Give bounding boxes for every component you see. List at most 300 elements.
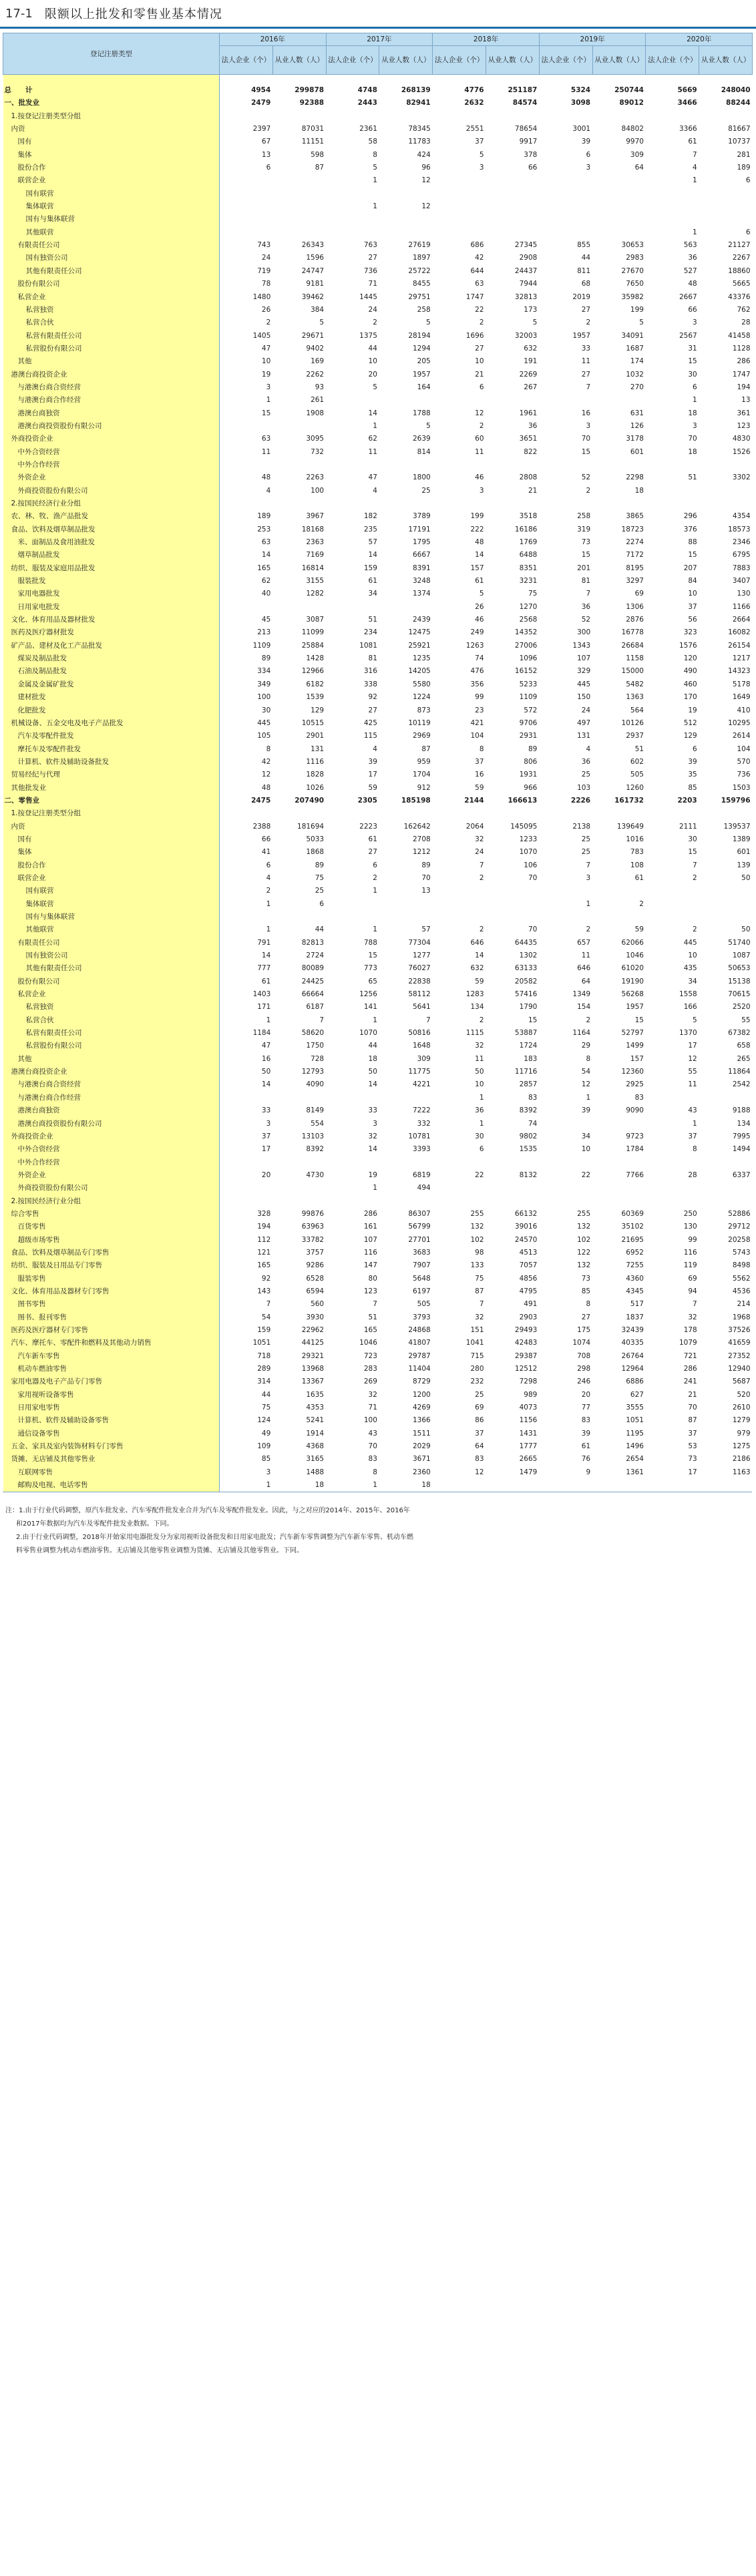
cell-employees: 39462 [272,291,326,304]
cell-employees: 29321 [272,1350,326,1363]
cell-enterprises: 17 [646,1040,699,1052]
row-label: 图书零售 [3,1298,220,1311]
cell-employees: 7 [379,1014,433,1027]
cell-employees [592,1479,646,1492]
cell-enterprises: 232 [433,1375,486,1388]
cell-enterprises: 4 [220,485,273,497]
cell-employees [699,807,753,820]
cell-employees: 24747 [272,265,326,278]
cell-employees: 1747 [699,369,753,381]
spacer-cell [220,75,753,85]
row-label: 内资 [3,821,220,833]
cell-enterprises: 1074 [539,1337,592,1349]
cell-enterprises: 46 [433,471,486,484]
row-label: 集体 [3,149,220,162]
cell-enterprises: 14 [326,1143,379,1156]
cell-employees [272,1182,326,1195]
cell-enterprises: 3 [539,162,592,174]
cell-employees: 26343 [272,239,326,252]
cell-enterprises: 1 [220,394,273,407]
cell-enterprises: 201 [539,562,592,575]
cell-employees: 51 [592,743,646,756]
cell-employees: 1016 [592,833,646,846]
cell-enterprises: 37 [433,756,486,769]
header-employees: 从业人数（人） [592,46,646,75]
cell-employees: 169 [272,355,326,368]
cell-employees: 959 [379,756,433,769]
cell-employees: 173 [486,304,540,316]
row-label: 港澳台商投资企业 [3,1066,220,1078]
row-label: 邮购及电视、电话零售 [3,1479,220,1492]
cell-enterprises: 3098 [539,97,592,110]
cell-employees: 1158 [592,652,646,665]
row-label: 中外合作经营 [3,459,220,471]
cell-enterprises [539,110,592,123]
cell-enterprises: 17 [326,769,379,781]
table-row [3,1453,753,1466]
table-row [3,265,753,278]
cell-enterprises [539,497,592,510]
cell-enterprises: 12 [433,407,486,420]
cell-employees: 5482 [592,678,646,691]
cell-enterprises: 16 [220,1053,273,1066]
cell-employees: 57 [379,923,433,936]
row-label: 医药及医疗器材批发 [3,626,220,639]
cell-enterprises [646,497,699,510]
cell-employees: 2542 [699,1078,753,1091]
row-label: 服装零售 [3,1273,220,1285]
cell-employees: 598 [272,149,326,162]
cell-employees: 104 [699,743,753,756]
cell-enterprises: 3 [646,316,699,329]
cell-employees: 2263 [272,471,326,484]
cell-employees: 80089 [272,962,326,975]
row-label: 计算机、软件及辅助设备批发 [3,756,220,769]
cell-employees: 1366 [379,1414,433,1427]
cell-employees: 4730 [272,1169,326,1182]
cell-employees: 9402 [272,343,326,355]
cell-employees: 1306 [592,601,646,614]
cell-enterprises: 71 [326,278,379,290]
table-row [3,304,753,316]
row-label: 其他联营 [3,226,220,239]
cell-employees: 15 [592,1014,646,1027]
cell-employees: 3683 [379,1247,433,1259]
cell-employees: 9286 [272,1259,326,1272]
cell-enterprises: 85 [646,782,699,795]
cell-employees: 4513 [486,1247,540,1259]
header-year: 2018年 [433,33,540,46]
cell-employees: 1270 [486,601,540,614]
cell-enterprises: 89 [220,652,273,665]
row-label: 中外合资经营 [3,446,220,459]
cell-enterprises [326,497,379,510]
cell-employees: 5562 [699,1273,753,1285]
cell-employees: 1957 [379,369,433,381]
cell-employees: 1128 [699,343,753,355]
cell-enterprises: 35 [646,769,699,781]
cell-enterprises: 56 [646,614,699,626]
cell-employees: 505 [592,769,646,781]
cell-enterprises: 54 [220,1311,273,1324]
cell-employees: 78345 [379,123,433,136]
cell-employees: 2908 [486,252,540,264]
cell-enterprises: 11 [646,1078,699,1091]
cell-employees: 1096 [486,652,540,665]
cell-employees: 16152 [486,665,540,678]
cell-enterprises: 94 [646,1285,699,1298]
cell-enterprises: 71 [326,1402,379,1414]
cell-enterprises: 718 [220,1350,273,1363]
cell-enterprises: 25 [539,769,592,781]
cell-employees: 2262 [272,369,326,381]
cell-employees: 4269 [379,1402,433,1414]
table-row [3,123,753,136]
cell-enterprises: 657 [539,937,592,949]
cell-enterprises: 3466 [646,97,699,110]
cell-employees: 25722 [379,265,433,278]
cell-employees: 50 [699,872,753,885]
cell-enterprises: 4 [326,485,379,497]
cell-enterprises: 2064 [433,821,486,833]
cell-employees: 5 [379,316,433,329]
table-row [3,1040,753,1052]
cell-enterprises: 83 [433,1453,486,1466]
table-row [3,795,753,807]
cell-employees: 16186 [486,523,540,536]
cell-enterprises: 2388 [220,821,273,833]
cell-enterprises: 17 [646,1466,699,1479]
cell-enterprises: 3 [539,872,592,885]
cell-enterprises: 48 [220,782,273,795]
cell-employees: 24570 [486,1234,540,1247]
cell-enterprises: 34 [539,1130,592,1143]
row-label: 外商投资股份有限公司 [3,485,220,497]
cell-employees: 410 [699,704,753,717]
table-row [3,446,753,459]
cell-enterprises: 75 [433,1273,486,1285]
cell-employees: 15 [486,1014,540,1027]
cell-employees: 70 [379,872,433,885]
cell-enterprises: 43 [646,1104,699,1117]
row-label: 食品、饮料及烟草制品批发 [3,523,220,536]
table-row [3,1273,753,1285]
cell-enterprises: 132 [539,1259,592,1272]
row-label: 农、林、牧、渔产品批发 [3,510,220,523]
cell-employees [592,394,646,407]
cell-employees: 13367 [272,1375,326,1388]
cell-employees: 1294 [379,343,433,355]
cell-employees: 100 [272,485,326,497]
cell-employees: 66132 [486,1208,540,1221]
cell-enterprises: 85 [220,1453,273,1466]
cell-employees: 161732 [592,795,646,807]
cell-enterprises: 150 [539,691,592,704]
cell-enterprises [433,1156,486,1169]
cell-enterprises: 98 [433,1247,486,1259]
cell-enterprises: 632 [433,962,486,975]
row-label: 港澳台商投资企业 [3,369,220,381]
header-enterprises: 法人企业（个） [433,46,486,75]
cell-employees: 658 [699,1040,753,1052]
cell-enterprises: 1 [539,1092,592,1104]
cell-employees: 60369 [592,1208,646,1221]
cell-enterprises: 15 [646,549,699,562]
cell-employees: 1233 [486,833,540,846]
cell-enterprises: 512 [646,717,699,730]
cell-enterprises: 2 [326,316,379,329]
cell-employees: 8351 [486,562,540,575]
cell-enterprises [646,459,699,471]
cell-enterprises [539,1118,592,1130]
cell-enterprises: 8 [326,1466,379,1479]
table-row [3,1156,753,1169]
cell-employees: 2298 [592,471,646,484]
cell-enterprises: 74 [433,652,486,665]
cell-employees: 82941 [379,97,433,110]
cell-employees: 183 [486,1053,540,1066]
row-label: 摩托车及零配件批发 [3,743,220,756]
cell-enterprises: 36 [433,1104,486,1117]
cell-enterprises: 328 [220,1208,273,1221]
table-row [3,614,753,626]
cell-enterprises: 47 [220,343,273,355]
cell-enterprises: 1109 [220,640,273,652]
cell-enterprises: 122 [539,1247,592,1259]
cell-employees [592,459,646,471]
cell-employees: 87 [272,162,326,174]
cell-enterprises: 36 [539,756,592,769]
cell-enterprises: 8 [433,743,486,756]
cell-enterprises: 147 [326,1259,379,1272]
cell-enterprises: 24 [433,846,486,859]
cell-employees [379,601,433,614]
cell-employees: 74 [486,1118,540,1130]
cell-employees: 2 [592,898,646,911]
cell-enterprises: 70 [326,1440,379,1453]
cell-enterprises: 3 [220,1466,273,1479]
cell-enterprises: 3 [326,1118,379,1130]
cell-enterprises: 49 [220,1428,273,1440]
cell-employees: 494 [379,1182,433,1195]
cell-employees: 3095 [272,433,326,445]
cell-enterprises [433,885,486,897]
cell-enterprises: 11 [326,446,379,459]
cell-enterprises: 3 [646,420,699,433]
row-label: 化肥批发 [3,704,220,717]
cell-enterprises: 61 [220,976,273,988]
table-row [3,807,753,820]
cell-employees: 9723 [592,1130,646,1143]
cell-enterprises: 3 [433,485,486,497]
cell-enterprises: 48 [433,536,486,549]
row-label: 股份有限公司 [3,976,220,988]
cell-enterprises: 723 [326,1350,379,1363]
cell-employees [486,394,540,407]
cell-employees: 1428 [272,652,326,665]
cell-employees: 12964 [592,1363,646,1375]
cell-employees [272,1156,326,1169]
cell-enterprises: 170 [646,691,699,704]
cell-employees: 32813 [486,291,540,304]
table-row [3,1363,753,1375]
cell-employees: 979 [699,1428,753,1440]
cell-enterprises: 791 [220,937,273,949]
cell-enterprises: 1263 [433,640,486,652]
cell-enterprises: 7 [220,1298,273,1311]
cell-employees [272,459,326,471]
cell-employees [592,1156,646,1169]
table-row [3,769,753,781]
cell-employees: 27670 [592,265,646,278]
cell-enterprises: 59 [433,976,486,988]
cell-employees [699,110,753,123]
cell-enterprises: 48 [220,471,273,484]
cell-enterprises: 61 [326,833,379,846]
cell-employees: 10737 [699,136,753,148]
cell-employees: 2520 [699,1001,753,1014]
cell-enterprises: 646 [433,937,486,949]
cell-employees: 12475 [379,626,433,639]
cell-employees: 1769 [486,536,540,549]
cell-enterprises: 10 [646,949,699,962]
cell-enterprises: 104 [433,730,486,742]
cell-enterprises [433,497,486,510]
cell-employees [592,497,646,510]
cell-enterprises: 2397 [220,123,273,136]
cell-enterprises: 41 [220,846,273,859]
cell-employees: 162642 [379,821,433,833]
cell-enterprises: 47 [220,1040,273,1052]
cell-employees: 9090 [592,1104,646,1117]
cell-employees: 33782 [272,1234,326,1247]
cell-enterprises: 99 [433,691,486,704]
row-label: 其他有限责任公司 [3,962,220,975]
cell-employees: 424 [379,149,433,162]
cell-employees: 7907 [379,1259,433,1272]
cell-enterprises: 497 [539,717,592,730]
cell-enterprises: 37 [646,1428,699,1440]
cell-enterprises: 33 [326,1104,379,1117]
cell-enterprises [646,110,699,123]
cell-employees [486,911,540,923]
row-label: 石油及制品批发 [3,665,220,678]
page-header [0,0,756,27]
cell-employees: 27619 [379,239,433,252]
cell-enterprises: 10 [433,355,486,368]
cell-enterprises: 3 [220,381,273,394]
row-label: 港澳台商独资 [3,1104,220,1117]
cell-employees: 52886 [699,1208,753,1221]
cell-employees: 61 [592,872,646,885]
cell-enterprises: 329 [539,665,592,678]
cell-enterprises [433,188,486,200]
table-row [3,1195,753,1208]
cell-enterprises: 4 [646,162,699,174]
cell-employees [486,1156,540,1169]
table-row [3,1247,753,1259]
cell-enterprises: 1 [433,1092,486,1104]
cell-enterprises: 20 [539,1389,592,1402]
cell-enterprises: 1 [326,923,379,936]
cell-employees: 22962 [272,1324,326,1337]
cell-employees: 1635 [272,1389,326,1402]
cell-enterprises: 63 [220,433,273,445]
cell-enterprises: 1 [326,420,379,433]
cell-employees: 16082 [699,626,753,639]
cell-employees: 1648 [379,1040,433,1052]
row-label: 其他有限责任公司 [3,265,220,278]
cell-enterprises: 159 [220,1324,273,1337]
cell-employees [699,188,753,200]
cell-enterprises: 2019 [539,291,592,304]
row-label: 中外合作经营 [3,1156,220,1169]
cell-enterprises: 165 [220,1259,273,1272]
cell-employees: 1361 [592,1466,646,1479]
row-label: 与港澳台商合资经营 [3,1078,220,1091]
cell-enterprises: 100 [220,691,273,704]
cell-enterprises: 20 [220,1169,273,1182]
cell-employees: 1503 [699,782,753,795]
cell-employees [379,226,433,239]
cell-enterprises: 87 [433,1285,486,1298]
cell-enterprises: 83 [539,1414,592,1427]
cell-employees: 6 [699,226,753,239]
table-row [3,1208,753,1221]
cell-enterprises: 194 [220,1221,273,1233]
cell-enterprises: 2 [539,316,592,329]
table-row [3,136,753,148]
table-row [3,1440,753,1453]
cell-enterprises: 1041 [433,1337,486,1349]
cell-enterprises: 92 [326,691,379,704]
cell-employees: 50653 [699,962,753,975]
cell-enterprises: 58 [326,136,379,148]
row-label: 其他 [3,1053,220,1066]
cell-employees [592,226,646,239]
cell-enterprises: 115 [326,730,379,742]
cell-enterprises: 62 [326,433,379,445]
cell-employees: 7172 [592,549,646,562]
cell-employees: 5033 [272,833,326,846]
cell-employees: 1260 [592,782,646,795]
cell-enterprises [433,807,486,820]
cell-employees: 2639 [379,433,433,445]
row-label: 国有独资公司 [3,252,220,264]
cell-enterprises [220,200,273,213]
cell-enterprises: 154 [539,1001,592,1014]
cell-employees: 2808 [486,471,540,484]
cell-enterprises: 37 [646,601,699,614]
row-label: 私营合伙 [3,1014,220,1027]
cell-enterprises: 7 [539,588,592,600]
cell-enterprises: 234 [326,626,379,639]
table-spacer-row [3,75,753,85]
table-row [3,730,753,742]
cell-employees: 2969 [379,730,433,742]
cell-employees: 6952 [592,1247,646,1259]
table-row [3,174,753,187]
cell-employees: 9188 [699,1104,753,1117]
row-label: 联营企业 [3,174,220,187]
cell-enterprises: 86 [433,1414,486,1427]
cell-enterprises: 773 [326,962,379,975]
cell-employees: 11716 [486,1066,540,1078]
cell-employees [592,885,646,897]
cell-enterprises: 102 [433,1234,486,1247]
row-label: 与港澳台商合作经营 [3,1092,220,1104]
cell-employees: 139 [699,859,753,872]
